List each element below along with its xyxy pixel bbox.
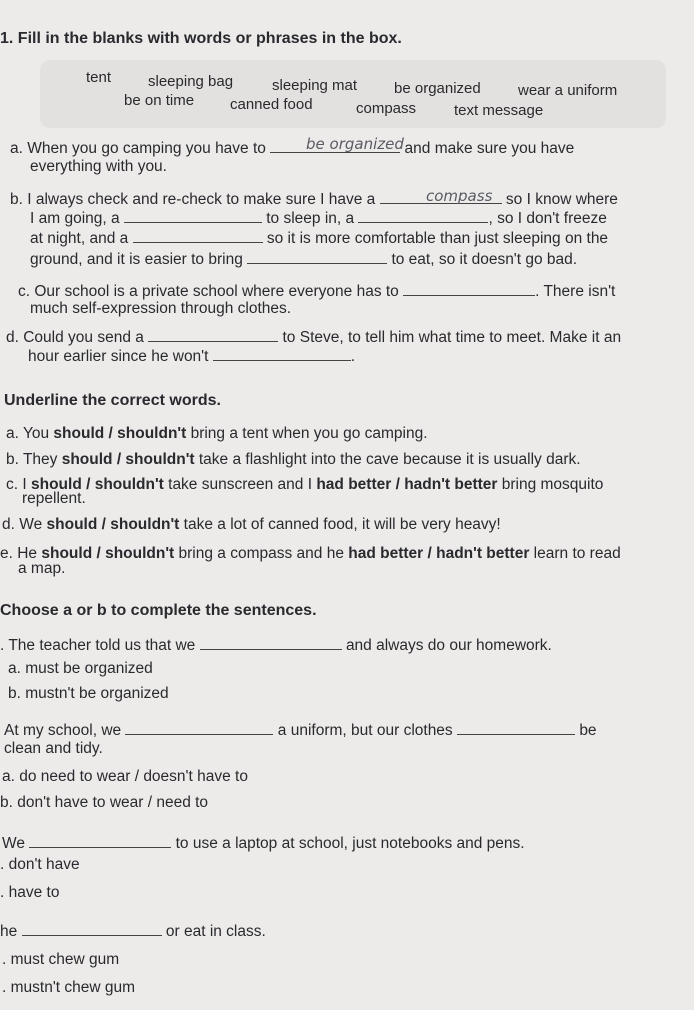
s2-d: d. We should / shouldn't take a lot of canned food, it will be very heavy!	[2, 516, 501, 533]
s1-b-blank5[interactable]	[247, 249, 387, 264]
word-box-item: sleeping mat	[272, 77, 358, 94]
s3-q2-option-a[interactable]: a. do need to wear / doesn't have to	[2, 768, 248, 785]
s2-d-choice[interactable]: should / shouldn't	[46, 516, 180, 533]
s3-q4-blank[interactable]	[22, 921, 162, 936]
s1-d-blank1[interactable]	[148, 327, 278, 342]
s3-q3-option-a[interactable]: . don't have	[0, 856, 80, 873]
section1-title: 1. Fill in the blanks with words or phrases in the box.	[0, 30, 402, 47]
s1-c-line2: much self-expression through clothes.	[30, 300, 292, 317]
s1-b-line2: I am going, a to sleep in, a , so I don't freeze	[30, 210, 607, 227]
section2-title: Underline the correct words.	[4, 392, 221, 409]
s2-c-line1: c. I should / shouldn't take sunscreen and I had better / hadn't better bring mosquito	[6, 476, 604, 493]
s1-a-line1: a. When you go camping you have to and make sure you have	[10, 140, 575, 157]
s3-q1: . The teacher told us that we and always do our homework.	[0, 637, 552, 654]
word-box-item: be on time	[124, 92, 195, 109]
s2-b-choice[interactable]: should / shouldn't	[61, 451, 195, 468]
s1-a-handwritten-answer: be organized	[306, 135, 404, 153]
s1-b-blank3[interactable]	[358, 208, 488, 223]
s1-d-line1: d. Could you send a to Steve, to tell him what time to meet. Make it an	[6, 329, 622, 346]
s3-q3-option-b[interactable]: . have to	[0, 884, 60, 901]
s3-q4: he or eat in class.	[0, 923, 266, 940]
s3-q1-blank[interactable]	[200, 635, 342, 650]
s3-q2-blank2[interactable]	[457, 720, 575, 735]
s3-q2-option-b[interactable]: b. don't have to wear / need to	[0, 794, 209, 811]
s1-c-line1: c. Our school is a private school where everyone has to . There isn't	[18, 283, 616, 300]
word-box-item: tent	[86, 69, 112, 86]
word-box-item: compass	[356, 100, 417, 117]
s3-q4-option-b[interactable]: . mustn't chew gum	[2, 979, 136, 996]
s2-c-line2: repellent.	[22, 490, 86, 507]
s1-b-handwritten-answer: compass	[426, 187, 493, 205]
s3-q1-option-a[interactable]: a. must be organized	[8, 660, 153, 677]
s1-b-line4: ground, and it is easier to bring to eat, so it doesn't go bad.	[30, 251, 578, 268]
s1-b-line3: at night, and a so it is more comfortable than just sleeping on the	[30, 230, 609, 247]
s3-q1-option-b[interactable]: b. mustn't be organized	[8, 685, 169, 702]
s1-b-line1: b. I always check and re-check to make sure I have a so I know where	[10, 191, 618, 208]
s3-q4-option-a[interactable]: . must chew gum	[2, 951, 120, 968]
s3-q3-blank[interactable]	[29, 833, 171, 848]
word-box-item: text message	[454, 102, 544, 119]
s2-e-line1: e. He should / shouldn't bring a compass and he had better / hadn't better learn to read	[0, 545, 621, 562]
s1-d-blank2[interactable]	[213, 346, 351, 361]
s2-e-line2: a map.	[18, 560, 66, 577]
word-box-item: sleeping bag	[148, 73, 234, 90]
s2-a: a. You should / shouldn't bring a tent when you go camping.	[6, 425, 428, 442]
s1-d-line2: hour earlier since he won't .	[28, 348, 356, 365]
s2-e-choice2[interactable]: had better / hadn't better	[348, 545, 530, 562]
s3-q3: We to use a laptop at school, just notebooks and pens.	[2, 835, 525, 852]
word-box-item: wear a uniform	[518, 82, 618, 99]
s2-b: b. They should / shouldn't take a flashlight into the cave because it is usually dark.	[6, 451, 581, 468]
s2-a-choice[interactable]: should / shouldn't	[53, 425, 187, 442]
s2-e-choice1[interactable]: should / shouldn't	[41, 545, 175, 562]
s1-c-blank[interactable]	[403, 281, 535, 296]
s2-c-choice2[interactable]: had better / hadn't better	[316, 476, 498, 493]
s2-c-choice1[interactable]: should / shouldn't	[30, 476, 164, 493]
s3-q2-line1: At my school, we a uniform, but our clothes be	[4, 722, 597, 739]
s1-a-line2: everything with you.	[30, 158, 167, 175]
word-box	[40, 60, 666, 128]
s3-q2-blank1[interactable]	[125, 720, 273, 735]
s1-b-blank4[interactable]	[133, 228, 263, 243]
s3-q2-line2: clean and tidy.	[4, 740, 103, 757]
word-box-item: be organized	[394, 80, 481, 97]
section3-title: Choose a or b to complete the sentences.	[0, 602, 317, 619]
s1-b-blank2[interactable]	[124, 208, 262, 223]
word-box-item: canned food	[230, 96, 313, 113]
